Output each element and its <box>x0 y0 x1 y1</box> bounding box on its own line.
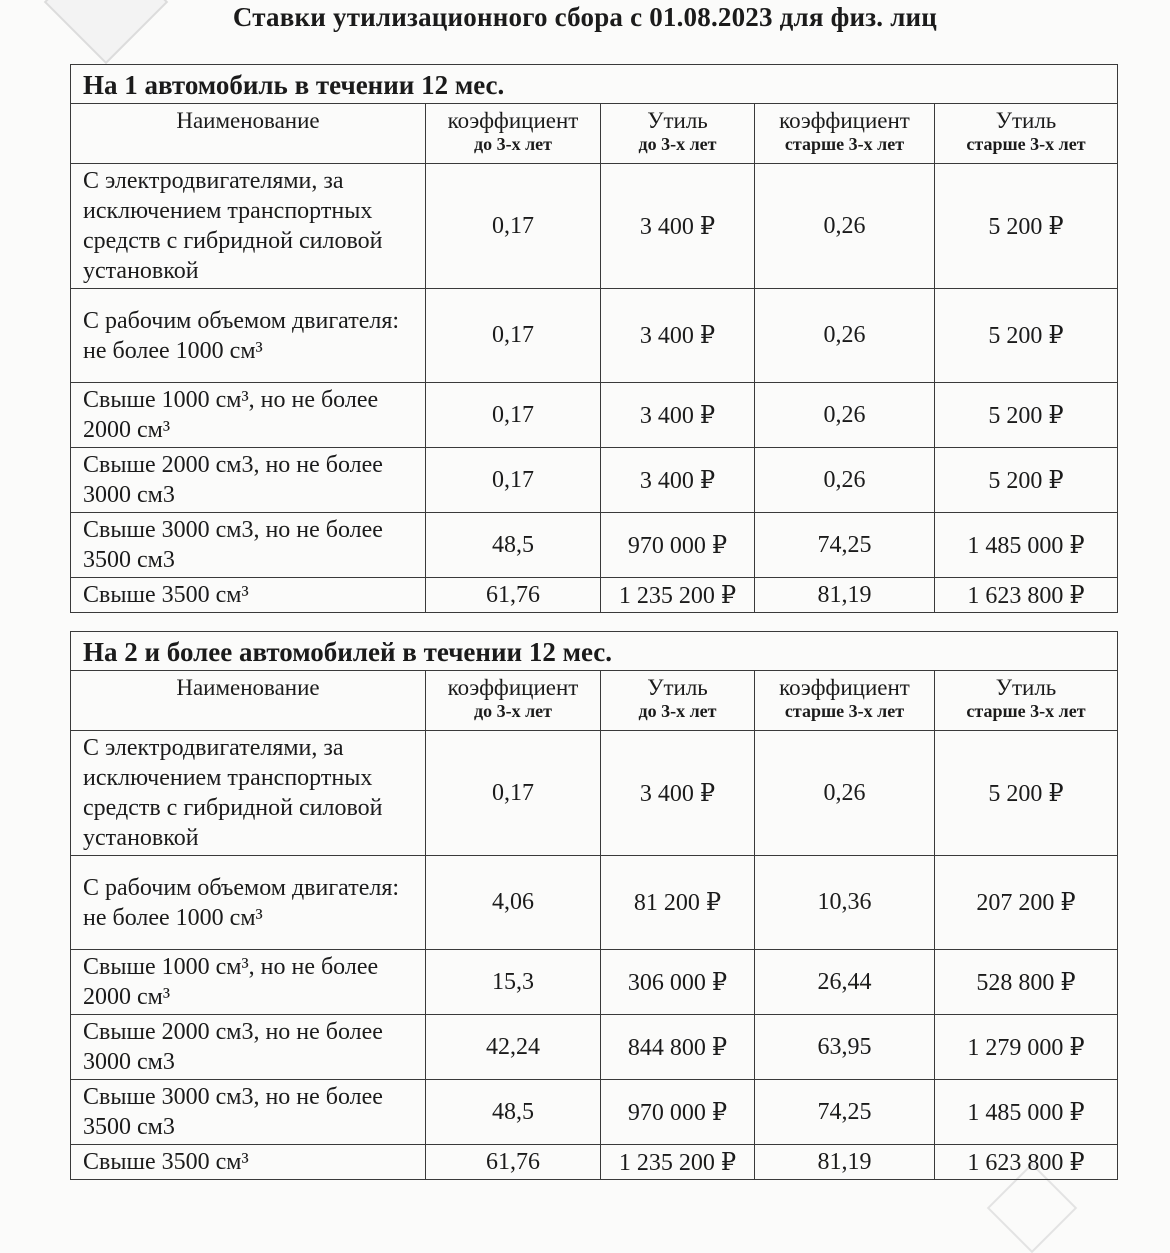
util-under3-cell: 970 000 ₽ <box>601 1080 755 1145</box>
table-row <box>71 1080 1118 1145</box>
row-name: Свыше 2000 см3, но не более 3000 см3 <box>71 448 426 513</box>
util-under3-cell: 3 400 ₽ <box>601 383 755 448</box>
column-header-util-under3: Утиль до 3-х лет <box>601 671 755 731</box>
row-name: Свыше 1000 см³, но не более 2000 см³ <box>71 383 426 448</box>
column-header-name: Наименование <box>71 671 426 731</box>
table-row <box>71 513 1118 578</box>
coef-over3-cell: 74,25 <box>755 1080 935 1145</box>
util-over3-cell: 1 623 800 ₽ <box>935 1145 1118 1180</box>
row-name: Свыше 3500 см³ <box>71 578 426 613</box>
coef-under3-cell: 0,17 <box>426 383 601 448</box>
util-over3-cell: 1 279 000 ₽ <box>935 1015 1118 1080</box>
coef-over3-cell: 74,25 <box>755 513 935 578</box>
util-over3-cell: 1 623 800 ₽ <box>935 578 1118 613</box>
coef-under3-cell: 0,17 <box>426 289 601 383</box>
row-name: Свыше 3000 см3, но не более 3500 см3 <box>71 1080 426 1145</box>
coef-over3-cell: 0,26 <box>755 448 935 513</box>
row-name: Свыше 2000 см3, но не более 3000 см3 <box>71 1015 426 1080</box>
coef-under3-cell: 15,3 <box>426 950 601 1015</box>
coef-under3-cell: 61,76 <box>426 578 601 613</box>
row-name: Свыше 3500 см³ <box>71 1145 426 1180</box>
table-row <box>71 578 1118 613</box>
coef-over3-cell: 10,36 <box>755 856 935 950</box>
util-over3-cell: 528 800 ₽ <box>935 950 1118 1015</box>
coef-over3-cell: 26,44 <box>755 950 935 1015</box>
table-header-row <box>71 104 1118 164</box>
row-name: С электродвигателями, за исключением транспортных средств с гибридной силовой установкой <box>71 164 426 289</box>
coef-over3-cell: 0,26 <box>755 164 935 289</box>
page-title: Ставки утилизационного сбора с 01.08.2023 для физ. лиц <box>232 2 938 32</box>
column-header-coef-over3: коэффициент старше 3-х лет <box>755 671 935 731</box>
table-header-row <box>71 671 1118 731</box>
coef-over3-cell: 0,26 <box>755 383 935 448</box>
coef-over3-cell: 0,26 <box>755 731 935 856</box>
table-row <box>71 383 1118 448</box>
coef-under3-cell: 4,06 <box>426 856 601 950</box>
column-header-coef-under3: коэффициент до 3-х лет <box>426 671 601 731</box>
util-under3-cell: 1 235 200 ₽ <box>601 578 755 613</box>
table-row <box>71 1145 1118 1180</box>
column-header-coef-under3: коэффициент до 3-х лет <box>426 104 601 164</box>
util-over3-cell: 5 200 ₽ <box>935 289 1118 383</box>
coef-under3-cell: 0,17 <box>426 448 601 513</box>
util-over3-cell: 5 200 ₽ <box>935 383 1118 448</box>
coef-under3-cell: 42,24 <box>426 1015 601 1080</box>
coef-under3-cell: 48,5 <box>426 513 601 578</box>
util-under3-cell: 970 000 ₽ <box>601 513 755 578</box>
coef-under3-cell: 61,76 <box>426 1145 601 1180</box>
table-row <box>71 448 1118 513</box>
table-row <box>71 731 1118 856</box>
coef-over3-cell: 63,95 <box>755 1015 935 1080</box>
column-header-util-over3: Утиль старше 3-х лет <box>935 104 1118 164</box>
util-over3-cell: 5 200 ₽ <box>935 731 1118 856</box>
table-row <box>71 1015 1118 1080</box>
column-header-util-under3: Утиль до 3-х лет <box>601 104 755 164</box>
util-under3-cell: 3 400 ₽ <box>601 289 755 383</box>
table-title: На 1 автомобиль в течении 12 мес. <box>71 65 1118 104</box>
table-row <box>71 289 1118 383</box>
row-name: С рабочим объемом двигателя: не более 1000 см³ <box>71 289 426 383</box>
table-row <box>71 856 1118 950</box>
coef-over3-cell: 81,19 <box>755 578 935 613</box>
util-over3-cell: 1 485 000 ₽ <box>935 513 1118 578</box>
row-name: С электродвигателями, за исключением транспортных средств с гибридной силовой установкой <box>71 731 426 856</box>
util-over3-cell: 5 200 ₽ <box>935 164 1118 289</box>
table-row <box>71 164 1118 289</box>
row-name: Свыше 3000 см3, но не более 3500 см3 <box>71 513 426 578</box>
rates-table-multiple-cars <box>70 631 1118 1180</box>
coef-over3-cell: 81,19 <box>755 1145 935 1180</box>
util-over3-cell: 1 485 000 ₽ <box>935 1080 1118 1145</box>
coef-over3-cell: 0,26 <box>755 289 935 383</box>
row-name: С рабочим объемом двигателя: не более 1000 см³ <box>71 856 426 950</box>
table-row <box>71 950 1118 1015</box>
util-under3-cell: 844 800 ₽ <box>601 1015 755 1080</box>
coef-under3-cell: 48,5 <box>426 1080 601 1145</box>
util-under3-cell: 3 400 ₽ <box>601 164 755 289</box>
util-under3-cell: 3 400 ₽ <box>601 731 755 856</box>
coef-under3-cell: 0,17 <box>426 164 601 289</box>
util-over3-cell: 207 200 ₽ <box>935 856 1118 950</box>
table-title-row <box>71 65 1118 104</box>
table-title-row <box>71 632 1118 671</box>
util-under3-cell: 306 000 ₽ <box>601 950 755 1015</box>
table-title: На 2 и более автомобилей в течении 12 мес. <box>71 632 1118 671</box>
util-over3-cell: 5 200 ₽ <box>935 448 1118 513</box>
rates-table-single-car <box>70 64 1118 613</box>
column-header-coef-over3: коэффициент старше 3-х лет <box>755 104 935 164</box>
util-under3-cell: 81 200 ₽ <box>601 856 755 950</box>
util-under3-cell: 1 235 200 ₽ <box>601 1145 755 1180</box>
row-name: Свыше 1000 см³, но не более 2000 см³ <box>71 950 426 1015</box>
column-header-util-over3: Утиль старше 3-х лет <box>935 671 1118 731</box>
util-under3-cell: 3 400 ₽ <box>601 448 755 513</box>
coef-under3-cell: 0,17 <box>426 731 601 856</box>
column-header-name: Наименование <box>71 104 426 164</box>
